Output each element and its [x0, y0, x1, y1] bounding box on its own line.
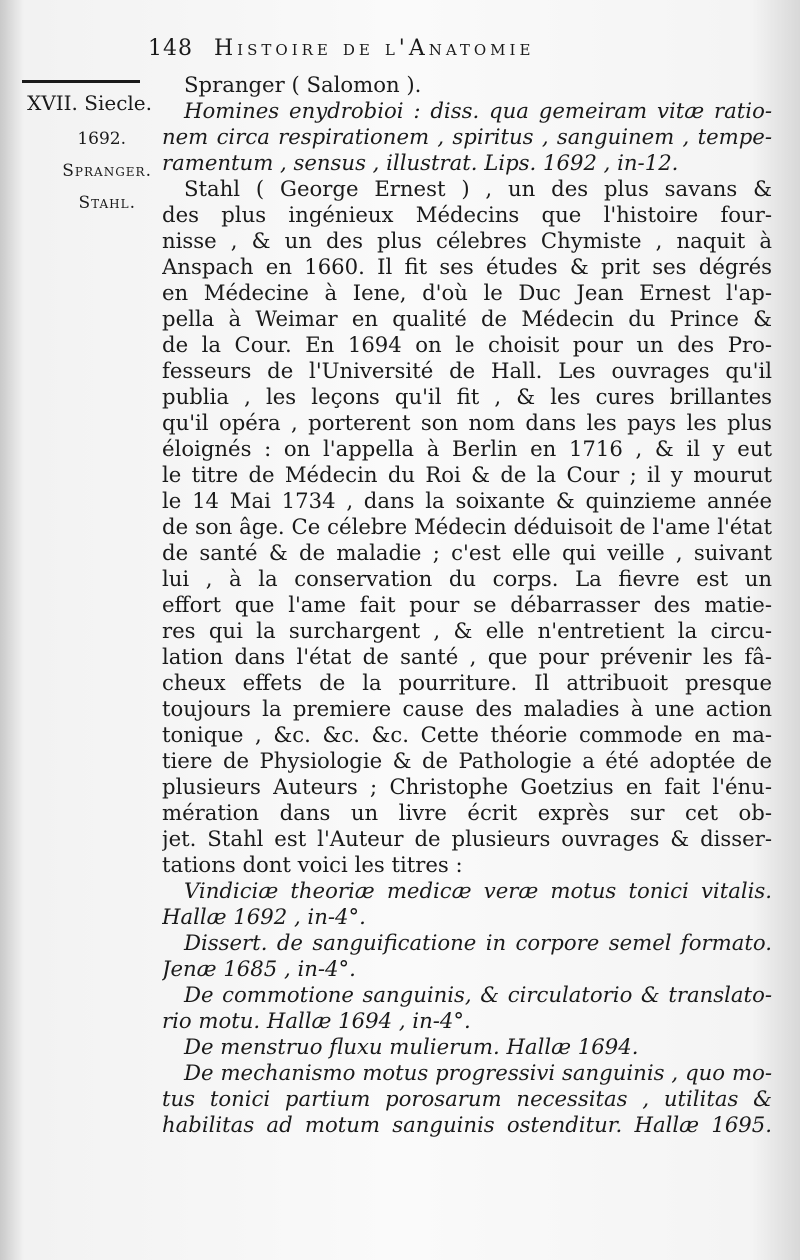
text-line: De mechanismo motus progressivi sanguinis , quo mo-	[184, 1060, 772, 1085]
text-line: De menstruo fluxu mulierum. Hallæ 1694.	[184, 1034, 639, 1059]
text-line: jet. Stahl est l'Auteur de plusieurs ouvrages & disser-	[162, 826, 772, 851]
margin-year: 1692.	[77, 129, 126, 149]
text-line: tonique , &c. &c. &c. Cette théorie commode en ma-	[162, 722, 772, 747]
text-line: de son âge. Ce célebre Médecin déduisoit de l'ame l'état	[162, 514, 772, 539]
text-line: le titre de Médecin du Roi & de la Cour ; il y mourut	[162, 462, 772, 487]
text-line: tations dont voici les titres :	[162, 852, 463, 877]
text-line: effort que l'ame fait pour se débarrasser des matie-	[162, 592, 772, 617]
text-line: res qui la surchargent , & elle n'entretient la circu-	[162, 618, 772, 643]
text-line: tus tonici partium porosarum necessitas , utilitas &	[162, 1086, 772, 1111]
text-line: plusieurs Auteurs ; Christophe Goetzius en fait l'énu-	[162, 774, 772, 799]
text-line: De commotione sanguinis, & circulatorio & translato-	[184, 982, 772, 1007]
running-head: Histoire de l'Anatomie	[214, 36, 535, 61]
text-line: Stahl ( George Ernest ) , un des plus savans &	[184, 176, 772, 201]
page-header	[148, 36, 788, 61]
text-line: de santé & de maladie ; c'est elle qui veille , suivant	[162, 540, 772, 565]
text-line: le 14 Mai 1734 , dans la soixante & quinzieme année	[162, 488, 772, 513]
body-text	[162, 72, 772, 1138]
text-line: publia , les leçons qu'il fit , & les cures brillantes	[162, 384, 772, 409]
text-line: nem circa respirationem , spiritus , sanguinem , tempe-	[162, 124, 772, 149]
text-line: rio motu. Hallæ 1694 , in-4°.	[162, 1008, 471, 1033]
text-line: Dissert. de sanguificatione in corpore semel formato.	[184, 930, 772, 955]
text-line: nisse , & un des plus célebres Chymiste , naquit à	[162, 228, 772, 253]
text-line: lui , à la conservation du corps. La fievre est un	[162, 566, 772, 591]
margin-name-stahl: Stahl.	[78, 193, 136, 213]
text-line: Jenæ 1685 , in-4°.	[162, 956, 356, 981]
text-line: Anspach en 1660. Il fit ses études & prit ses dégrés	[162, 254, 772, 279]
text-line: habilitas ad motum sanguinis ostenditur. Hallæ 1695.	[162, 1112, 772, 1137]
text-line: toujours la premiere cause des maladies à une action	[162, 696, 772, 721]
text-line: qu'il opéra , porterent son nom dans les pays les plus	[162, 410, 772, 435]
text-line: ramentum , sensus , illustrat. Lips. 1692 , in-12.	[162, 150, 679, 175]
text-line: des plus ingénieux Médecins que l'histoire four-	[162, 202, 772, 227]
margin-century: XVII. Siecle.	[27, 91, 152, 115]
text-line: lation dans l'état de santé , que pour prévenir les fâ-	[162, 644, 772, 669]
margin-name-spranger: Spranger.	[62, 161, 152, 181]
text-line: Spranger ( Salomon ).	[184, 72, 422, 97]
text-line: Vindiciæ theoriæ medicæ veræ motus tonici vitalis.	[184, 878, 772, 903]
text-line: mération dans un livre écrit exprès sur cet ob-	[162, 800, 772, 825]
text-line: en Médecine à Iene, d'où le Duc Jean Ernest l'ap-	[162, 280, 772, 305]
text-line: Homines enydrobioi : diss. qua gemeiram vitæ ratio-	[184, 98, 772, 123]
margin-rule	[22, 80, 140, 83]
text-line: tiere de Physiologie & de Pathologie a été adoptée de	[162, 748, 772, 773]
text-line: éloignés : on l'appella à Berlin en 1716 , & il y eut	[162, 436, 772, 461]
page-number: 148	[148, 36, 193, 61]
text-line: cheux effets de la pourriture. Il attribuoit presque	[162, 670, 772, 695]
text-line: de la Cour. En 1694 on le choisit pour un des Pro-	[162, 332, 772, 357]
text-line: fesseurs de l'Université de Hall. Les ouvrages qu'il	[162, 358, 772, 383]
text-line: pella à Weimar en qualité de Médecin du Prince &	[162, 306, 772, 331]
text-line: Hallæ 1692 , in-4°.	[162, 904, 366, 929]
